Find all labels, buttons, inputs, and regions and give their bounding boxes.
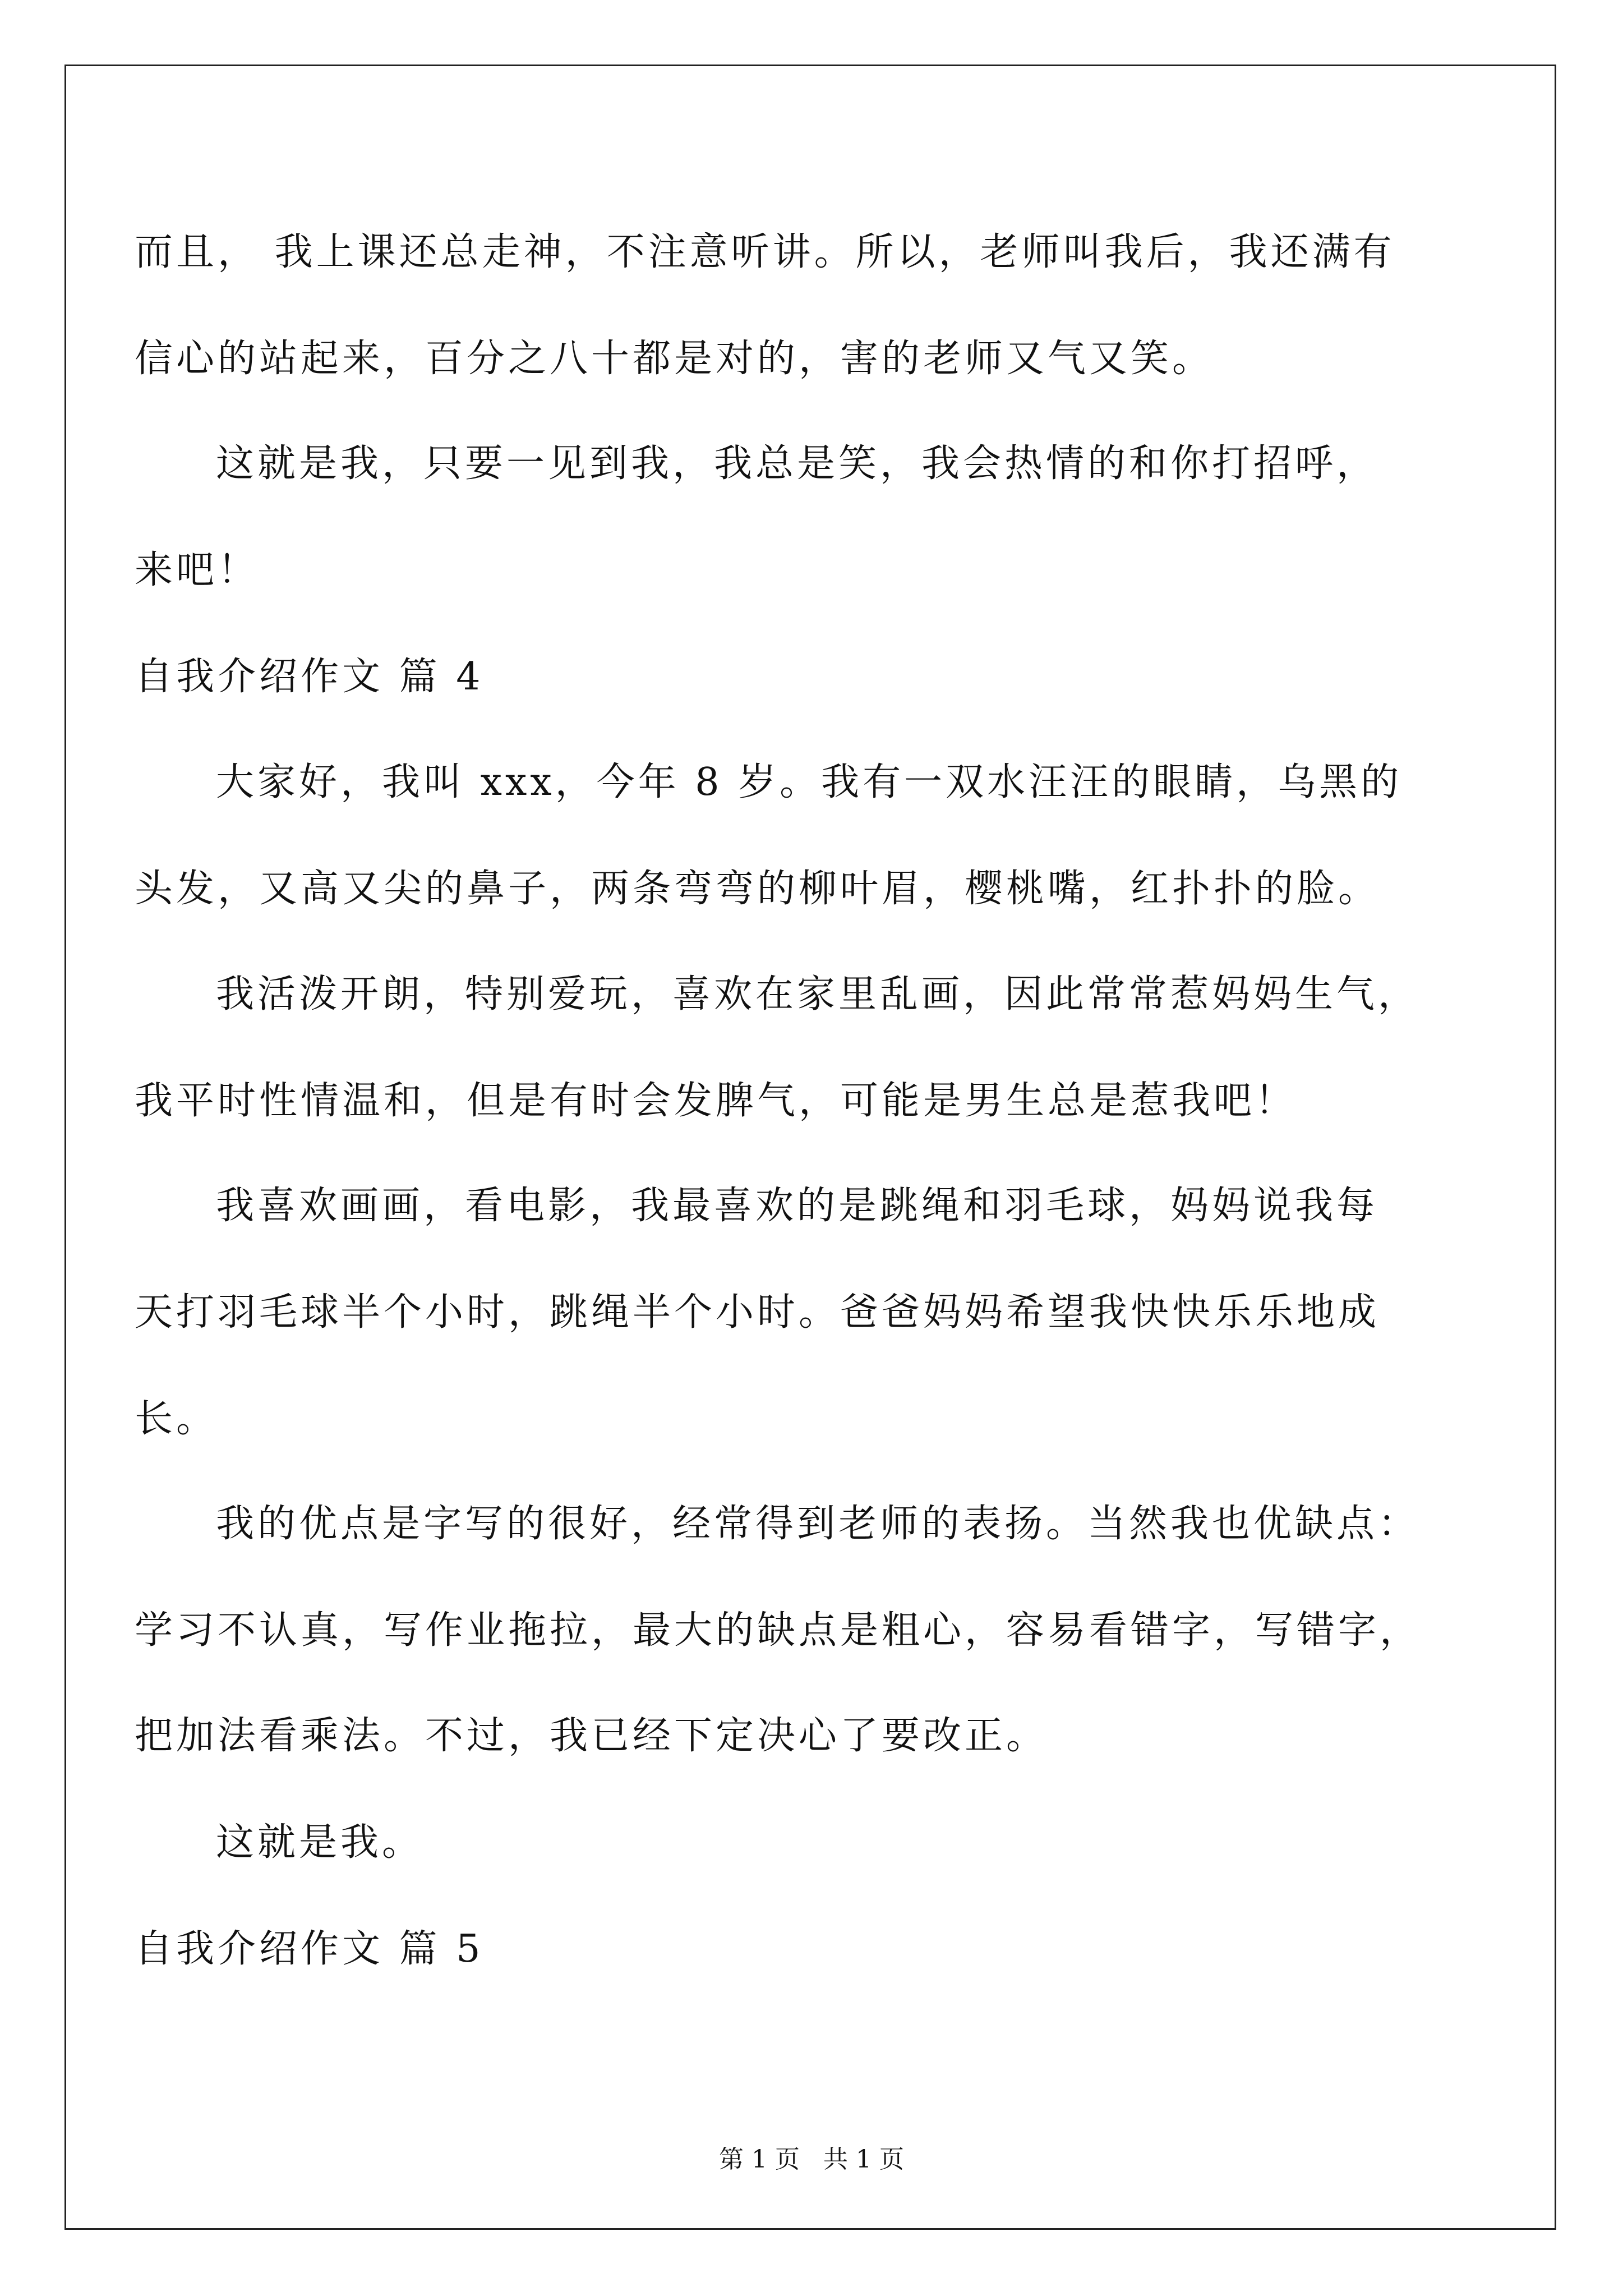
paragraph-line: 我活泼开朗，特别爱玩，喜欢在家里乱画，因此常常惹妈妈生气，	[216, 972, 1420, 1016]
paragraph-line: 学习不认真，写作业拖拉，最大的缺点是粗心，容易看错字，写错字，	[135, 1608, 1422, 1653]
paragraph-line: 这就是我，只要一见到我，我总是笑，我会热情的和你打招呼，	[216, 441, 1378, 486]
paragraph-line: 我的优点是字写的很好，经常得到老师的表扬。当然我也优缺点：	[216, 1502, 1420, 1546]
paragraph-line: 而且， 我上课还总走神，不注意听讲。所以，老师叫我后，我还满有	[135, 230, 1395, 274]
paragraph-line: 天打羽毛球半个小时，跳绳半个小时。爸爸妈妈希望我快快乐乐地成	[135, 1290, 1380, 1335]
page-border	[64, 65, 1556, 2230]
paragraph-line: 这就是我。	[216, 1820, 424, 1865]
paragraph-line: 头发，又高又尖的鼻子，两条弯弯的柳叶眉，樱桃嘴，红扑扑的脸。	[135, 867, 1380, 911]
page-footer: 第 1 页 共 1 页	[719, 2145, 904, 2174]
paragraph-line: 大家好，我叫 xxx，今年 8 岁。我有一双水汪汪的眼睛，乌黑的	[216, 760, 1403, 804]
paragraph-line: 来吧！	[135, 548, 260, 592]
paragraph-line: 我喜欢画画，看电影，我最喜欢的是跳绳和羽毛球，妈妈说我每	[216, 1184, 1378, 1228]
paragraph-line: 把加法看乘法。不过，我已经下定决心了要改正。	[135, 1714, 1048, 1758]
paragraph-line: 长。	[135, 1397, 218, 1441]
paragraph-line: 我平时性情温和，但是有时会发脾气，可能是男生总是惹我吧！	[135, 1079, 1297, 1123]
section-heading: 自我介绍作文 篇 5	[135, 1927, 484, 1971]
section-heading: 自我介绍作文 篇 4	[135, 655, 484, 699]
paragraph-line: 信心的站起来，百分之八十都是对的，害的老师又气又笑。	[135, 337, 1214, 381]
